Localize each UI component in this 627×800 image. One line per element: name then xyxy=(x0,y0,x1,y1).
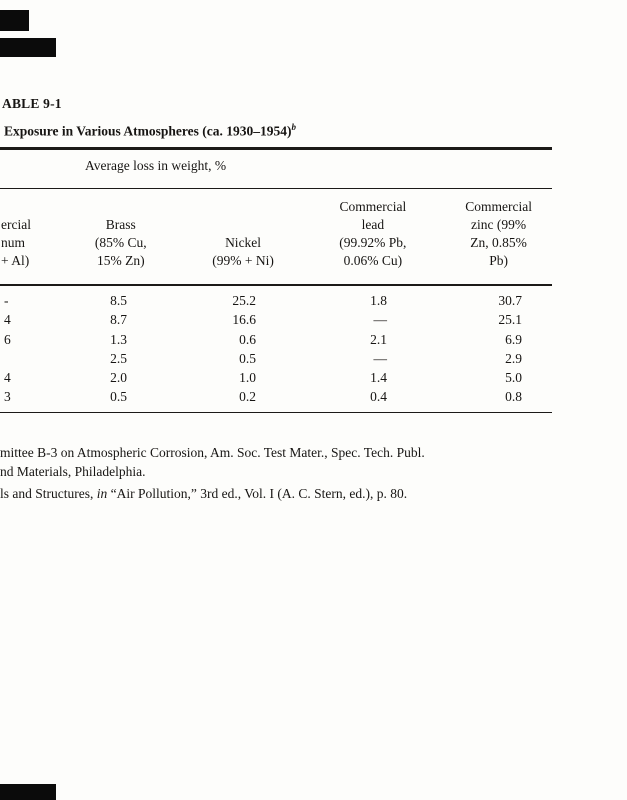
footnote-marker: b xyxy=(291,122,297,132)
footnote-b xyxy=(0,485,626,504)
header-line: num xyxy=(1,235,26,250)
footnotes-block xyxy=(0,444,626,503)
header-line: Brass xyxy=(105,217,136,232)
cell-nickel: 16.6 xyxy=(232,312,256,328)
footnote-a-line-1: mittee B-3 on Atmospheric Corrosion, Am. Soc. Test Mater., Spec. Tech. Publ. xyxy=(0,445,425,460)
table-row xyxy=(0,368,552,387)
cell-zinc: 0.8 xyxy=(505,389,522,405)
table-row xyxy=(0,310,552,329)
header-line: Pb) xyxy=(489,253,508,268)
cell-nickel: 25.2 xyxy=(232,293,256,308)
cell-aluminum: 4 xyxy=(4,370,11,386)
table-row xyxy=(0,387,552,406)
header-line: 0.06% Cu) xyxy=(343,253,403,268)
cell-brass: 2.5 xyxy=(110,350,127,366)
cell-brass: 8.5 xyxy=(110,293,127,308)
cell-brass: 1.3 xyxy=(110,331,127,347)
cell-zinc: 25.1 xyxy=(498,312,522,328)
table-title xyxy=(4,122,296,140)
header-line: ercial xyxy=(1,217,31,232)
cell-aluminum: 4 xyxy=(4,312,11,328)
cell-lead: 2.1 xyxy=(370,331,387,347)
column-header-zinc xyxy=(445,198,552,270)
cell-brass: 0.5 xyxy=(110,389,127,405)
footnote-b-pre: ls and Structures, xyxy=(0,485,97,501)
cell-nickel: 0.2 xyxy=(239,389,256,405)
header-line: 15% Zn) xyxy=(96,253,145,268)
scan-artifact-top-2 xyxy=(0,38,56,57)
cell-aluminum: 6 xyxy=(4,331,11,347)
table-header-row xyxy=(0,198,552,270)
table-row xyxy=(0,330,552,349)
header-line: Commercial xyxy=(339,199,407,214)
column-header-lead xyxy=(300,198,445,270)
table-body xyxy=(0,291,552,407)
table-bottom-rule xyxy=(0,412,552,413)
cell-zinc: 2.9 xyxy=(505,350,522,366)
cell-aluminum xyxy=(0,349,55,368)
footnote-b-italic: in xyxy=(96,485,108,501)
header-line: (85% Cu, xyxy=(94,235,147,250)
cell-aluminum: 3 xyxy=(4,389,11,405)
footnote-a-line-2: nd Materials, Philadelphia. xyxy=(0,463,146,479)
table-row xyxy=(0,291,552,310)
cell-lead: — xyxy=(373,312,387,328)
header-line: zinc (99% xyxy=(471,217,527,232)
header-line: lead xyxy=(361,217,385,232)
header-rule xyxy=(0,284,552,286)
cell-nickel: 1.0 xyxy=(239,370,256,386)
column-header-nickel xyxy=(186,234,301,270)
cell-lead: — xyxy=(373,350,387,366)
header-line: + Al) xyxy=(1,253,30,268)
cell-nickel: 0.6 xyxy=(239,331,256,347)
cell-nickel: 0.5 xyxy=(239,350,256,366)
header-line: Commercial xyxy=(465,199,532,214)
cell-zinc: 30.7 xyxy=(498,293,522,308)
column-header-brass xyxy=(56,216,186,270)
cell-lead: 1.4 xyxy=(370,370,387,386)
header-line: (99.92% Pb, xyxy=(339,235,407,250)
spanner-rule xyxy=(0,188,552,189)
cell-zinc: 5.0 xyxy=(505,370,522,386)
scan-artifact-bottom xyxy=(0,784,56,800)
column-spanner-label: Average loss in weight, % xyxy=(85,158,227,173)
table-label: ABLE 9-1 xyxy=(2,96,62,111)
column-header-aluminum xyxy=(0,216,56,270)
cell-aluminum: - xyxy=(4,293,9,308)
table-title-text: Exposure in Various Atmospheres (ca. 1930–1954) xyxy=(4,123,292,139)
footnote-b-post: “Air Pollution,” 3rd ed., Vol. I (A. C. Stern, ed.), p. 80. xyxy=(107,485,408,501)
scan-artifact-top-1 xyxy=(0,10,29,31)
cell-brass: 2.0 xyxy=(110,370,127,386)
table-top-rule xyxy=(0,147,552,150)
table-row xyxy=(0,349,552,368)
header-line: (99% + Ni) xyxy=(212,253,274,268)
cell-brass: 8.7 xyxy=(110,312,127,328)
cell-lead: 1.8 xyxy=(370,293,387,308)
cell-lead: 0.4 xyxy=(370,389,387,405)
cell-zinc: 6.9 xyxy=(505,331,522,347)
header-line: Nickel xyxy=(225,235,262,250)
header-line: Zn, 0.85% xyxy=(470,235,527,250)
